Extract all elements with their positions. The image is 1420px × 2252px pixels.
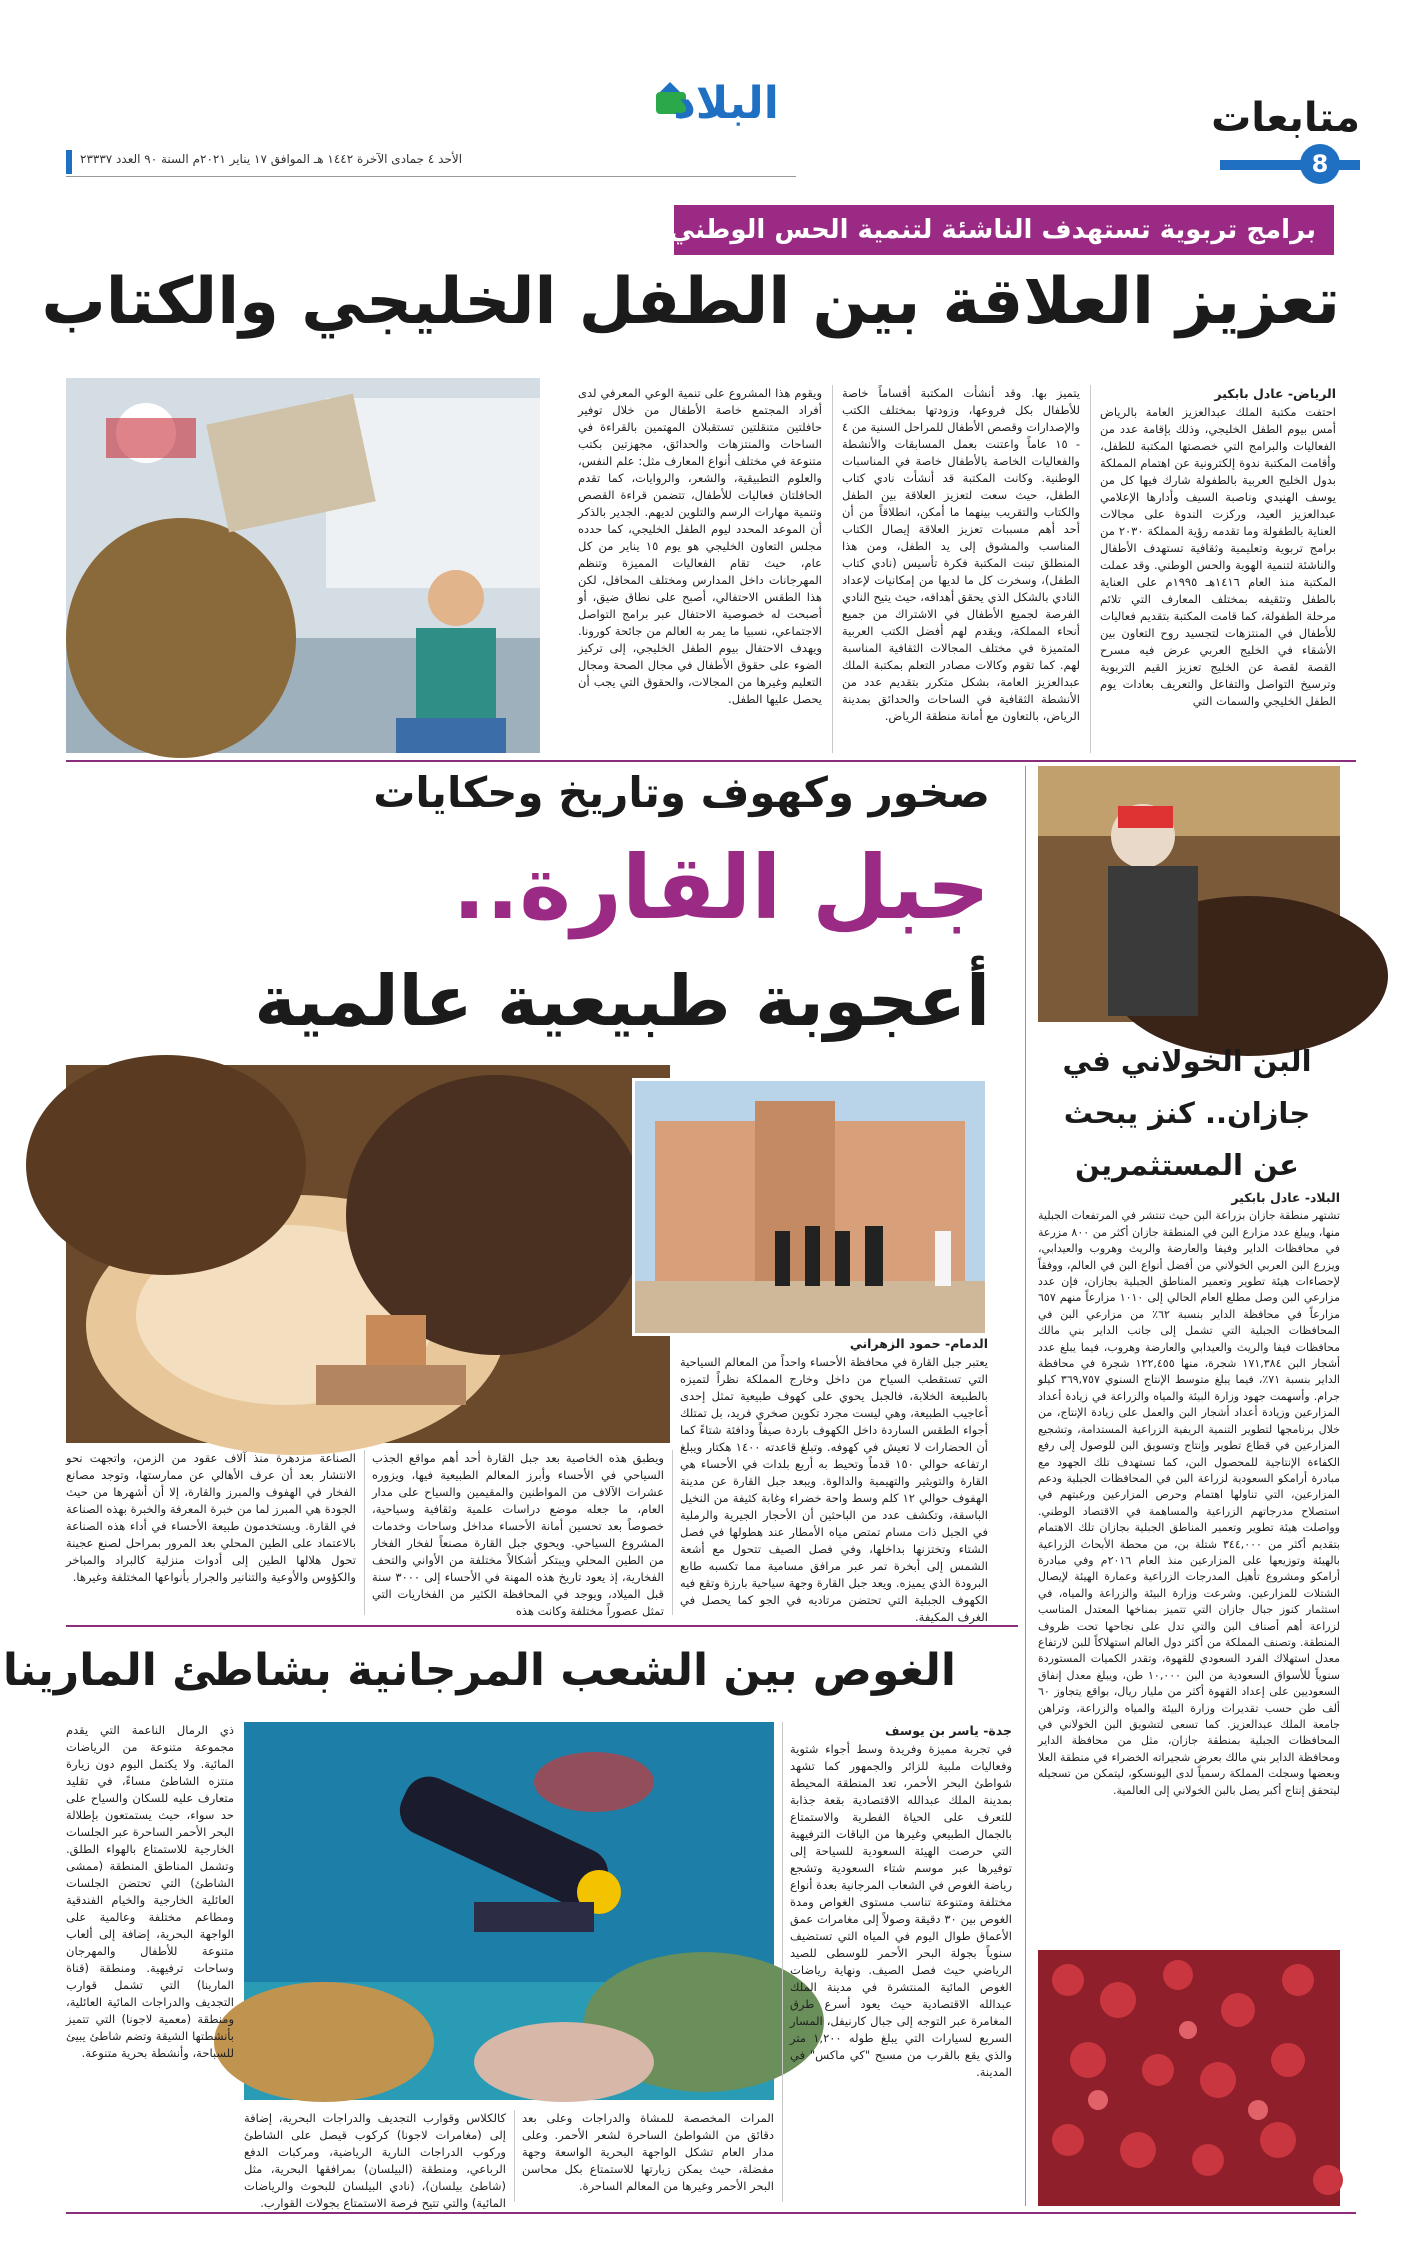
sidebar-divider	[1025, 766, 1026, 2206]
story3-col4-text: ذي الرمال الناعمة التي يقدم مجموعة متنوعة من الرياضات المائية. ولا يكتمل اليوم دون زيارة منتزه الشاطئ مساءً، في تقليد متعارف عليه للسكان والسياح على حد سواء، حيث يستمتعون بإطلالة البحر الأحمر الساحرة عبر الجلسات الخارجية للاستمتاع بالهواء الطلق. وتشمل المناطق المنطقة (ممشى الشاطئ) التي تحتضن الجلسات العائلية الخارجية والخيام الفندقية ومطاعم مختلفة وعالمية على الواجهة البحرية، إضافة إلى ألعاب متنوعة للأطفال والمهرجان وساحات ترفيهية. ومنطقة (قناة المارينا) التي تشمل قوارب التجديف والدراجات المائية العائلية، ومنطقة (معمية لاجونا) التي تتميز بأنشطتها الشيقة وتضم شاطئ يبيئ للسباحة، وأنشطة بحرية متنوعة.	[66, 1723, 234, 2060]
masthead	[0, 0, 1420, 180]
story1-col-divider-2	[832, 385, 833, 753]
story2-col-divider-1	[672, 1450, 673, 1615]
story1-headline: تعزيز العلاقة بين الطفل الخليجي والكتاب	[41, 265, 1340, 339]
story2-photo-cave	[66, 1065, 670, 1443]
story2-col-divider-2	[364, 1450, 365, 1615]
date-bar-rule	[66, 176, 796, 177]
story1-col1	[1100, 385, 1336, 753]
story2-col1-text: يعتبر جبل القارة في محافظة الأحساء واحداً من المعالم السياحية التي تستقطب السياح من داخل وخارج المملكة نظراً لتميزه بالطبيعة الخلابة، فالجبل يحوي على كهوف طبيعية تمثل إحدى أعاجيب الطبيعة، وهي ليست مجرد تكوين صخري فريد، بل تمتلك أجواء الطقس الساردة داخل الكهوف باردة صيفاً ودافئة شتاءً كما أن الحضارات لا تعيش في كهوفه. وتبلغ قاعدته ١٤٠٠ هكتار ويبلغ ارتفاعه حوالي ١٥٠ قدماً وتحيط به أربع بلدات في الأحساء هي القارة والتويثير والتهيمية والدالوة. ويبعد جبل القارة عن مدينة الهفوف حوالي ١٢ كلم وسط واحة خضراء وغابة كثيفة من النخيل الباسقة، وتكشف عدد من الباحثين أن الأحجار الجيرية والرملية في الجبل ذات مسام تمتص مياه الأمطار عند هطولها في فصل الشتاء وتختزنها بداخلها، وفي فصل الصيف تتحول مع أشعة الشمس إلى أبخرة تمر عبر مرافق مسامية مما تكسبه طابع البرودة الذي يميزه. ويعد جبل القارة وجهة سياحية بارزة وتقع فيه الكهوف الجبلية التي تحتضن مرتاديه في الجو كما يحصل في الغرف المكيفة.	[680, 1355, 988, 1624]
story2-byline: الدمام- حمود الزهراني	[849, 1336, 988, 1351]
story3-col1-text: في تجربة مميزة وفريدة وسط أجواء شتوية وفعاليات ملبية للزائر والجمهور كما تشهد شواطئ البحر الأحمر، تعد المنطقة المحيطة بمدينة الملك عبدالله الاقتصادية بقعة جذابة للتعرف على الحياة الفطرية والاستمتاع بالجمال الطبيعي وغيرها من الباقات الترفيهية التي حرصت الهيئة السعودية للسياحة إلى توفيرها عبر موسم شتاء السعودية وتشجع رياضة الغوص في الشعاب المرجانية بعدة أنواع مختلفة ومتنوعة تناسب مستوى الغواص ومدة الغوص بين ٣٠ دقيقة وصولاً إلى مغامرات عمق الأعماق طوال اليوم في المياه التي تستضيف سنوياً بجولة البحر الأحمر للوسطى للصيد الرياضي حيث فصل الصيف. ونهاية رياضات الغوص المائية المنتشرة في مدينة الملك عبدالله الاقتصادية حيث يعود أسرع طرق المغامرة عبر التوجه إلى جبال كارنيفل، المسار السريع لسيارات التي يبلغ طوله ١,٢٠٠ متر والذي يقع بالقرب من مسبح "كي ماكس" في المدينة.	[790, 1742, 1012, 2079]
story1-kicker-box	[668, 205, 1334, 255]
date-line: الأحد ٤ جمادى الآخرة ١٤٤٢ هـ الموافق ١٧ يناير ٢٠٢١م السنة ٩٠ العدد ٢٣٣٣٧	[80, 152, 463, 166]
story2-pre-headline: صخور وكهوف وتاريخ وحكايات	[373, 768, 990, 817]
sidebar-headline: البن الخولاني في جازان.. كنز يبحث عن المستثمرين	[1062, 1044, 1312, 1182]
story1-col2	[842, 385, 1080, 753]
logo-text: البلاد	[673, 78, 779, 129]
story2-col2-text: ويطبق هذه الخاصية بعد جبل القارة أحد أهم مواقع الجذب السياحي في الأحساء وأبرز المعالم الطبيعية فيها، ويزوره عشرات الآلاف من المواطنين والمقيمين والسياح على مدار العام، ما جعله موضع دراسات علمية وثقافية وسياحية، خصوصاً بعد تحسين أمانة الأحساء مداخل وساحات وخدمات المشروع السياحي. ويحوي جبل القارة مصنعاً لفخار الفخار من الطين المحلي ويبتكر أشكالاً مختلفة من الأواني والتحف الفخارية، إذ يعود تاريخ هذه المهنة في الأحساء إلى ٣٠٠٠ سنة قبل الميلاد، ويوجد في المحافظة الكثير من الفخاريات التي تمثل عصوراً مختلفة وكانت هذه	[372, 1451, 664, 1618]
story2-headline-main: جبل القارة..	[452, 836, 990, 939]
sidebar-photo-coffee-beans	[1038, 1950, 1340, 2206]
date-bar-left	[66, 150, 72, 174]
story3-col4	[66, 1722, 234, 2202]
story2-col3	[66, 1450, 356, 1615]
section-label: متابعات	[1211, 95, 1360, 141]
story3-col3	[244, 2110, 506, 2210]
story2-col2	[372, 1450, 664, 1618]
story3-col1	[790, 1722, 1012, 2202]
sidebar-body-text: تشتهر منطقة جازان بزراعة البن حيث تنتشر في المرتفعات الجبلية منها، ويبلغ عدد مزارع البن في المنطقة جازان أكثر من ٨٠٠ مزرعة في محافظات الداير وفيفا والعارضة والريث وهروب والعيدابي، ويزرع البن العربي الخولاني من أفضل أنواع البن في العالم، ووفقاً لإحصاءات هيئة تطوير وتعمير المناطق الجبلية بجازان، فإن عدد مزارعي البن وصل مطلع العام الحالي إلى ١٠١٠ مزارعاً منهم ٦٥٧ مزارعاً في محافظة الداير بنسبة ٦٢٪ من مزارعي البن في المحافظات الجبلية التي تشمل إلى جانب الداير بني مالك محافظات فيفا والريث والعيدابي والعارضة وهروب، فيما يبلغ عدد أشجار البن ١٧١,٣٨٤ شجرة، منها ١٢٢,٤٥٥ شجرة في محافظة الداير بنسبة ٧١٪، فيما يبلغ متوسط الإنتاج السنوي ٣٦٩,٧٥٧ كيلو جرام. وأسهمت جهود وزارة البيئة والمياه والزراعة في زيادة أعداد المزارعين وزيادة أعداد أشجار البن والعمل على زيادة الإنتاج، من خلال برنامجها لتطوير التنمية الريفية الزراعية المستدامة، وتشجيع المزارعين في قطاع تطوير وإنتاج وتسويق البن للوصول إلى رفع الكفاءة الإنتاجية للمحصول البن، كما تستهدف تلك الجهود مع مبادرة أرامكو السعودية لزراعة البن في المحافظات الجبلية ودعم المزارعين، التي تناولها اهتمام وحرص المزارعين ورغبتهم في استصلاح مدرجاتهم الزراعية والمساهمة في الاقتصاد الوطني. وواصلت هيئة تطوير وتعمير المناطق الجبلية بجازان تلك الاهتمام بتقديم أكثر من ٣٤٤,٠٠٠ شتلة بن، من محطة الأبحاث الزراعية بالهيئة وتوزيعها على المزارعين منذ العام ٢٠١٦م وفي مبادرة أرامكو ومشروع تأهيل المدرجات الزراعية وعمارة الهيئة لإيصال الشتلات للمزارعين. وشرعت وزارة البيئة والزراعة والمياه، في استثمار كنوز جبال جازان التي تتميز بمناخها المعتدل المناسب لزراعة أهم أصناف البن والتي تدل على نجاحها تحت ظروف المنطقة. وتصنف المملكة من أكثر دول العالم استهلاكاً للبن لارتفاع معدل استهلاك الفرد السعودي للقهوة، وتقدر الكميات المستوردة سنوياً للأسواق السعودية من البن ١٠,٠٠٠ طن، ويبلغ معدل إنفاق السعوديين على إعداد القهوة أكثر من مليار ريال، بواقع يتجاوز ٦٠ ألف طن حسب تقديرات وزارة البيئة والمياه والزراعة، وتراهن جامعة الملك عبدالعزيز. كما تسعى لتشويق البن الخولاني في المحافظات الجبلية بمنطقة جازان، مثل من محافظة الداير ومحافظة الداير بني مالك بعرض شجيراته الخضراء في منطقة العلا وبعضها وسجلت المملكة رسمياً لدى اليونسكو، ليتمكن من تسجيله ليتحقق إنتاج أكبر يصل بالبن الخولاني إلى العالمية.	[1038, 1209, 1340, 1797]
story1-photo-children-library	[66, 378, 540, 753]
story3-col2	[522, 2110, 774, 2202]
story2-col1	[680, 1335, 988, 1624]
page-number: 8	[1300, 144, 1340, 184]
story3-col2-text: المرات المخصصة للمشاة والدراجات وعلى بعد دقائق من الشواطئ الساحرة لشعر الأحمر. وعلى مدار العام تشكل الواجهة البحرية الواسعة وجهة مفضلة، حيث يمكن زيارتها للاستمتاع بكل محاسن البحر الأحمر وغيرها من المعالم الساحرة.	[522, 2111, 774, 2193]
sidebar-byline: البلاد- عادل بابكير	[1231, 1190, 1340, 1205]
story1-col2-text: يتميز بها. وقد أنشأت المكتبة أقساماً خاصة للأطفال بكل فروعها، وزودتها بمختلف الكتب والإصدارات وقصص الأطفال للمراحل السنية من ٤ - ١٥ عاماً واعتنت بعمل المسابقات والأنشطة والفعاليات الخاصة بالأطفال خاصة في المناسبات الوطنية. وكانت المكتبة قد أنشأت نادي كتاب الطفل، حيث سعت لتعزيز العلاقة بين الطفل والكتاب والتقريب بينهما ما أمكن، انطلاقاً من أن أحد أهم مسببات تعزيز العلاقة إيصال الكتاب المناسب والمشوق إلى يد الطفل، ومن هذا المنطلق تبنت المكتبة فكرة تأسيس (نادي كتاب الطفل)، وسخرت كل ما لديها من إمكانيات لإعداد النادي بالشكل الذي يحقق أهدافه، حيث يتيح النادي الفرصة لجميع الأطفال في الاشتراك من جميع أنحاء المملكة، ويقدم لهم أفضل الكتب العربية المتميزة في مختلف المجالات الثقافية المناسبة لهم. كما تقوم وكالات مصادر التعلم بمكتبة الملك عبدالعزيز العامة، بشكل متكرر بتقديم عدد من الأنشطة الثقافية في الساحات والحدائق بمدينة الرياض، بالتعاون مع أمانة منطقة الرياض.	[842, 386, 1080, 723]
story1-kicker: برامج تربوية تستهدف الناشئة لتنمية الحس الوطني	[668, 215, 1316, 245]
story1-col3	[578, 385, 822, 753]
story2-col3-text: الصناعة مزدهرة منذ آلاف عقود من الزمن، واتجهت نحو الانتشار بعد أن عرف الأهالي عن ممارستها، وتوجد مصانع الفخار في الهفوف والمبرز والقارة، إلا أن أشهرها من حيث الجودة هي المبرز لما من خبرة المعرفة والخبرة بهذه الصناعة في القارة. ويستخدمون طبيعة الأحساء في أداء هذه الصناعة بالاعتماد على الطين المحلي بعد المرور بمراحل لصنع عجينة تحول هلالها الطين إلى أدوات منزلية كالبراد والمباخر والكؤوس والأوعية والتنانير والجرار بأنواعها المختلفة وغيرها.	[66, 1451, 356, 1584]
page-bottom-rule	[66, 2212, 1356, 2214]
story3-col-divider-2	[514, 2110, 515, 2202]
sidebar-body	[1038, 1190, 1340, 1930]
story3-headline: الغوص بين الشعب المرجانية بشاطئ المارينا	[2, 1645, 956, 1696]
story1-col1-text: احتفت مكتبة الملك عبدالعزيز العامة بالرياض أمس بيوم الطفل الخليجي، وذلك بإقامة عدد من الفعاليات والبرامج التي خصصتها المكتبة للطفل، وأقامت المكتبة ندوة إلكترونية عن اهتمام المملكة بدول الخليج العربية بالطفولة شارك فيها كل من يوسف الهنيدي وناصبة السيف وأدارها الإعلامي عبدالعزيز العيد، وركزت الندوة على مجالات العناية بالطفولة وما تقدمه رؤية المملكة ٢٠٣٠ من برامج تربوية وتعليمية وثقافية تستهدف الأطفال والناشئة لتنمية الهوية والحس الوطني. وقد عملت المكتبة منذ العام ١٤١٦هـ ١٩٩٥م على العناية بالطفل وتثقيفه بمختلف المعارف التي تلائم مرحلة الطفولة، كما قامت المكتبة بتقديم فعاليات للأطفال في المنتزهات لتجسيد روح التعاون بين الأشقاء في الخليج العربي عرض فيه مسرح القصة لقصة عن الخليج تعزيز القيم التربوية وترسيخ التواصل والتفاعل والتعريف بعادات يوم الطفل الخليجي والسمات التي	[1100, 405, 1337, 708]
story2-photo-visitors	[632, 1078, 988, 1336]
story2-headline-sub: أعجوبة طبيعية عالمية	[254, 960, 990, 1042]
story1-bottom-rule	[66, 760, 1356, 762]
story1-byline: الرياض- عادل بابكير	[1214, 386, 1336, 401]
story1-col3-text: ويقوم هذا المشروع على تنمية الوعي المعرفي لدى أفراد المجتمع خاصة الأطفال من خلال توفير حافلتين متنقلتين تستقبلان المهتمين بالقراءة في الساحات والمنتزهات والحدائق، مجهزتين بكتب متنوعة في مختلف أنواع المعارف مثل: علم النفس، والعلوم التطبيقية، والشعر، والروايات، كما تقدم الحافلتان فعاليات للأطفال، تتضمن قراءة القصص وتنمية مهارات الرسم والتلوين لديهم. الجدير بالذكر أن الموعد المحدد ليوم الطفل الخليجي، كما حدده مجلس التعاون الخليجي هو يوم ١٥ يناير من كل عام، حيث تقام الفعاليات المميزة وتنظم المهرجانات داخل المدارس ومختلف المحافل، لكن هذا الطقس الاحتفالي، أصبح على نطاق ضيق، أو أصبحت له خصوصية الاحتفال عبر برامج التواصل الاجتماعي، نسبيا ما يمر به العالم من جائحة كورونا. ويهدف الاحتفال بيوم الطفل الخليجي، إلى تركيز الضوء على حقوق الأطفال في مجال الصحة ومجال التعليم وغيرها من المجالات، والحقوق التي يجب أن يحصل عليها الطفل.	[578, 386, 822, 706]
sidebar-photo-coffee-farmer	[1038, 766, 1340, 1022]
newspaper-logo	[650, 78, 780, 148]
story3-col-divider-1	[782, 1722, 783, 2202]
story3-top-rule	[66, 1625, 1018, 1627]
story1-col-divider-1	[1090, 385, 1091, 753]
story3-col3-text: كالكلاس وقوارب التجديف والدراجات البحرية، إضافة إلى (مغامرات لاجونا) كركوب قيصل على الشاطئ وركوب الدراجات النارية الرياضية، ومركبات الدفع الرباعي، ومنطقة (البيلسان) بمرافقها البحرية، مثل (شاطئ بيلسان)، (نادي البيلسان للبحوث والرياضات المائية) والتي تتيح فرصة الاستمتاع بجولات القوارب.	[244, 2111, 506, 2210]
story3-photo-diver	[244, 1722, 774, 2100]
story3-byline: جدة- ياسر بن يوسف	[885, 1723, 1012, 1738]
